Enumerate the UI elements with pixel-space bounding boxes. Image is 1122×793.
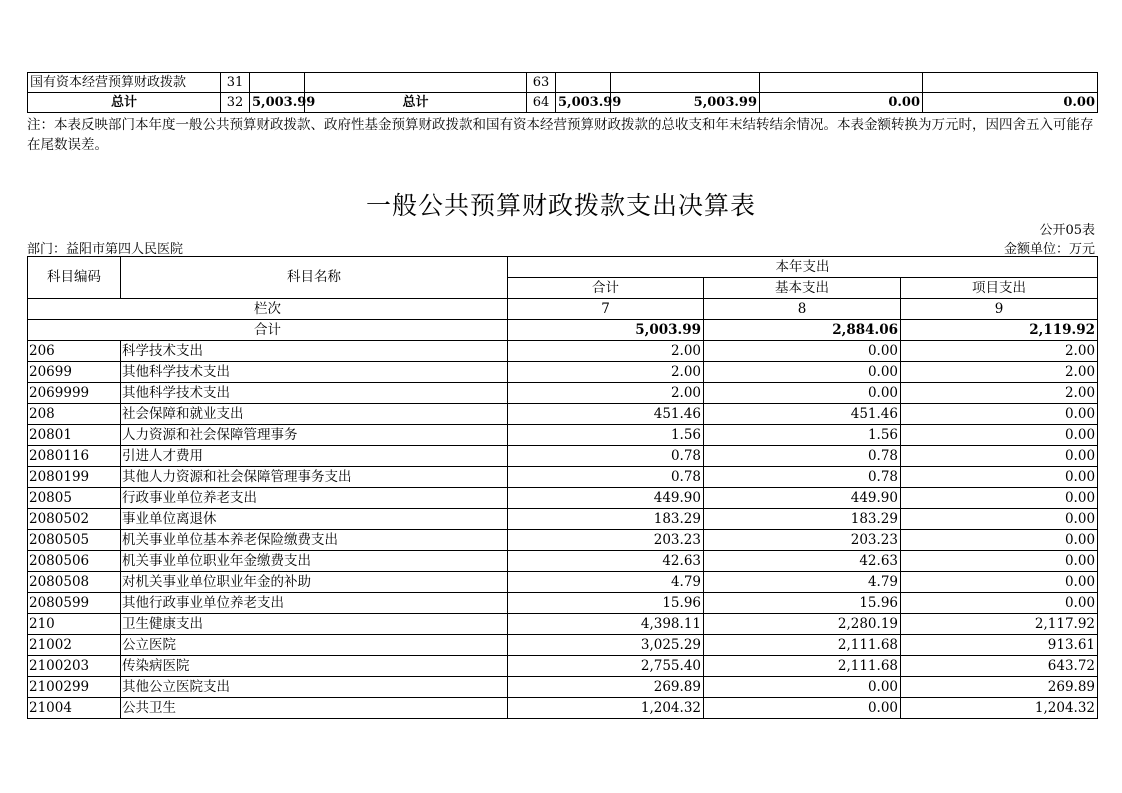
amount-project: 269.89 bbox=[901, 677, 1098, 698]
amount-basic: 4.79 bbox=[704, 572, 901, 593]
right-amount-4 bbox=[923, 73, 1098, 93]
subject-name: 对机关事业单位职业年金的补助 bbox=[121, 572, 508, 593]
subject-name: 其他科学技术支出 bbox=[121, 362, 508, 383]
header-row-1 bbox=[28, 257, 1098, 278]
amount-total: 451.46 bbox=[508, 404, 704, 425]
table-row bbox=[28, 677, 1098, 698]
table-row bbox=[28, 467, 1098, 488]
amount-basic: 0.00 bbox=[704, 677, 901, 698]
right-amount-4: 0.00 bbox=[923, 93, 1098, 113]
amount-total: 269.89 bbox=[508, 677, 704, 698]
amount-basic: 203.23 bbox=[704, 530, 901, 551]
subject-name: 其他行政事业单位养老支出 bbox=[121, 593, 508, 614]
subject-code: 20801 bbox=[28, 425, 121, 446]
table-row bbox=[28, 656, 1098, 677]
amount-basic: 2,111.68 bbox=[704, 656, 901, 677]
amount-total: 2.00 bbox=[508, 383, 704, 404]
subject-code: 2100203 bbox=[28, 656, 121, 677]
amount-total: 2,755.40 bbox=[508, 656, 704, 677]
subject-code: 21002 bbox=[28, 635, 121, 656]
table-row bbox=[28, 488, 1098, 509]
sum-total: 5,003.99 bbox=[508, 320, 704, 341]
amount-basic: 0.00 bbox=[704, 341, 901, 362]
subject-code: 2080599 bbox=[28, 593, 121, 614]
amount-project: 0.00 bbox=[901, 488, 1098, 509]
amount-total: 203.23 bbox=[508, 530, 704, 551]
right-amount-3: 0.00 bbox=[760, 93, 923, 113]
subject-code: 2080116 bbox=[28, 446, 121, 467]
subject-name: 人力资源和社会保障管理事务 bbox=[121, 425, 508, 446]
amount-basic: 0.78 bbox=[704, 446, 901, 467]
left-line-number: 31 bbox=[221, 73, 250, 93]
table-row bbox=[28, 383, 1098, 404]
table-row bbox=[28, 362, 1098, 383]
amount-basic: 2,111.68 bbox=[704, 635, 901, 656]
left-item-name: 国有资本经营预算财政拨款 bbox=[28, 73, 221, 93]
amount-project: 0.00 bbox=[901, 404, 1098, 425]
header-name: 科目名称 bbox=[121, 257, 508, 299]
amount-project: 0.00 bbox=[901, 425, 1098, 446]
table-row bbox=[28, 572, 1098, 593]
header-code: 科目编码 bbox=[28, 257, 121, 299]
amount-project: 643.72 bbox=[901, 656, 1098, 677]
right-item-name bbox=[305, 73, 527, 93]
amount-total: 0.78 bbox=[508, 446, 704, 467]
amount-total: 1,204.32 bbox=[508, 698, 704, 719]
table-row bbox=[28, 698, 1098, 719]
subject-name: 传染病医院 bbox=[121, 656, 508, 677]
subject-name: 科学技术支出 bbox=[121, 341, 508, 362]
amount-project: 0.00 bbox=[901, 509, 1098, 530]
right-line-number: 64 bbox=[527, 93, 556, 113]
amount-total: 183.29 bbox=[508, 509, 704, 530]
table-row bbox=[28, 404, 1098, 425]
right-line-number: 63 bbox=[527, 73, 556, 93]
header-total: 合计 bbox=[508, 278, 704, 299]
amount-basic: 0.00 bbox=[704, 698, 901, 719]
page-title: 一般公共预算财政拨款支出决算表 bbox=[365, 191, 756, 220]
right-amount-1: 5,003.99 bbox=[556, 93, 611, 113]
subject-name: 公立医院 bbox=[121, 635, 508, 656]
left-item-name: 总计 bbox=[28, 93, 221, 113]
summary-table-tail bbox=[27, 72, 1098, 113]
amount-total: 0.78 bbox=[508, 467, 704, 488]
summary-row bbox=[28, 93, 1098, 113]
amount-project: 913.61 bbox=[901, 635, 1098, 656]
left-amount bbox=[250, 73, 305, 93]
sum-project: 2,119.92 bbox=[901, 320, 1098, 341]
amount-project: 0.00 bbox=[901, 593, 1098, 614]
left-amount: 5,003.99 bbox=[250, 93, 305, 113]
column-number-total: 7 bbox=[508, 299, 704, 320]
subject-name: 事业单位离退休 bbox=[121, 509, 508, 530]
table-row bbox=[28, 635, 1098, 656]
sum-row bbox=[28, 320, 1098, 341]
amount-basic: 2,280.19 bbox=[704, 614, 901, 635]
table-row bbox=[28, 614, 1098, 635]
header-basic: 基本支出 bbox=[704, 278, 901, 299]
amount-total: 42.63 bbox=[508, 551, 704, 572]
amount-basic: 0.00 bbox=[704, 362, 901, 383]
unit-label: 金额单位：万元 bbox=[1003, 242, 1095, 257]
amount-total: 15.96 bbox=[508, 593, 704, 614]
amount-basic: 0.00 bbox=[704, 383, 901, 404]
subject-name: 机关事业单位基本养老保险缴费支出 bbox=[121, 530, 508, 551]
right-amount-3 bbox=[760, 73, 923, 93]
summary-row bbox=[28, 73, 1098, 93]
table-row bbox=[28, 341, 1098, 362]
table-row bbox=[28, 530, 1098, 551]
subject-code: 2080506 bbox=[28, 551, 121, 572]
subject-name: 卫生健康支出 bbox=[121, 614, 508, 635]
subject-code: 2069999 bbox=[28, 383, 121, 404]
subject-code: 2080505 bbox=[28, 530, 121, 551]
header-project: 项目支出 bbox=[901, 278, 1098, 299]
subject-code: 2080508 bbox=[28, 572, 121, 593]
amount-total: 4,398.11 bbox=[508, 614, 704, 635]
column-number-project: 9 bbox=[901, 299, 1098, 320]
form-code: 公开05表 bbox=[1039, 223, 1095, 238]
subject-name: 其他人力资源和社会保障管理事务支出 bbox=[121, 467, 508, 488]
expenditure-table bbox=[27, 256, 1098, 719]
subject-code: 206 bbox=[28, 341, 121, 362]
amount-project: 0.00 bbox=[901, 446, 1098, 467]
right-amount-2 bbox=[611, 73, 760, 93]
subject-name: 公共卫生 bbox=[121, 698, 508, 719]
amount-project: 0.00 bbox=[901, 551, 1098, 572]
amount-project: 0.00 bbox=[901, 530, 1098, 551]
amount-total: 2.00 bbox=[508, 341, 704, 362]
amount-project: 2.00 bbox=[901, 362, 1098, 383]
subject-name: 机关事业单位职业年金缴费支出 bbox=[121, 551, 508, 572]
amount-total: 3,025.29 bbox=[508, 635, 704, 656]
sum-basic: 2,884.06 bbox=[704, 320, 901, 341]
amount-basic: 42.63 bbox=[704, 551, 901, 572]
sum-label: 合计 bbox=[28, 320, 508, 341]
subject-code: 20805 bbox=[28, 488, 121, 509]
subject-name: 其他公立医院支出 bbox=[121, 677, 508, 698]
right-amount-2: 5,003.99 bbox=[611, 93, 760, 113]
amount-project: 2.00 bbox=[901, 341, 1098, 362]
department-label: 部门：益阳市第四人民医院 bbox=[27, 242, 184, 257]
amount-project: 1,204.32 bbox=[901, 698, 1098, 719]
subject-code: 20699 bbox=[28, 362, 121, 383]
subject-code: 2100299 bbox=[28, 677, 121, 698]
amount-basic: 449.90 bbox=[704, 488, 901, 509]
column-number-row bbox=[28, 299, 1098, 320]
amount-project: 0.00 bbox=[901, 467, 1098, 488]
amount-project: 2,117.92 bbox=[901, 614, 1098, 635]
right-amount-1 bbox=[556, 73, 611, 93]
table-note: 注：本表反映部门本年度一般公共预算财政拨款、政府性基金预算财政拨款和国有资本经营预算财政拨款的总收支和年末结转结余情况。本表金额转换为万元时，因四舍五入可能存在尾数误差。 bbox=[27, 117, 1094, 153]
table-row bbox=[28, 425, 1098, 446]
left-line-number: 32 bbox=[221, 93, 250, 113]
subject-code: 2080199 bbox=[28, 467, 121, 488]
amount-basic: 183.29 bbox=[704, 509, 901, 530]
table-row bbox=[28, 551, 1098, 572]
subject-code: 208 bbox=[28, 404, 121, 425]
amount-total: 1.56 bbox=[508, 425, 704, 446]
column-number-label: 栏次 bbox=[28, 299, 508, 320]
subject-code: 210 bbox=[28, 614, 121, 635]
amount-basic: 0.78 bbox=[704, 467, 901, 488]
amount-total: 2.00 bbox=[508, 362, 704, 383]
amount-project: 0.00 bbox=[901, 572, 1098, 593]
amount-total: 4.79 bbox=[508, 572, 704, 593]
subject-name: 行政事业单位养老支出 bbox=[121, 488, 508, 509]
subject-code: 2080502 bbox=[28, 509, 121, 530]
amount-basic: 1.56 bbox=[704, 425, 901, 446]
right-item-name: 总计 bbox=[305, 93, 527, 113]
table-row bbox=[28, 593, 1098, 614]
header-this-year: 本年支出 bbox=[508, 257, 1098, 278]
subject-code: 21004 bbox=[28, 698, 121, 719]
column-number-basic: 8 bbox=[704, 299, 901, 320]
subject-name: 引进人才费用 bbox=[121, 446, 508, 467]
amount-project: 2.00 bbox=[901, 383, 1098, 404]
table-row bbox=[28, 446, 1098, 467]
subject-name: 其他科学技术支出 bbox=[121, 383, 508, 404]
subject-name: 社会保障和就业支出 bbox=[121, 404, 508, 425]
table-row bbox=[28, 509, 1098, 530]
amount-basic: 15.96 bbox=[704, 593, 901, 614]
amount-total: 449.90 bbox=[508, 488, 704, 509]
amount-basic: 451.46 bbox=[704, 404, 901, 425]
